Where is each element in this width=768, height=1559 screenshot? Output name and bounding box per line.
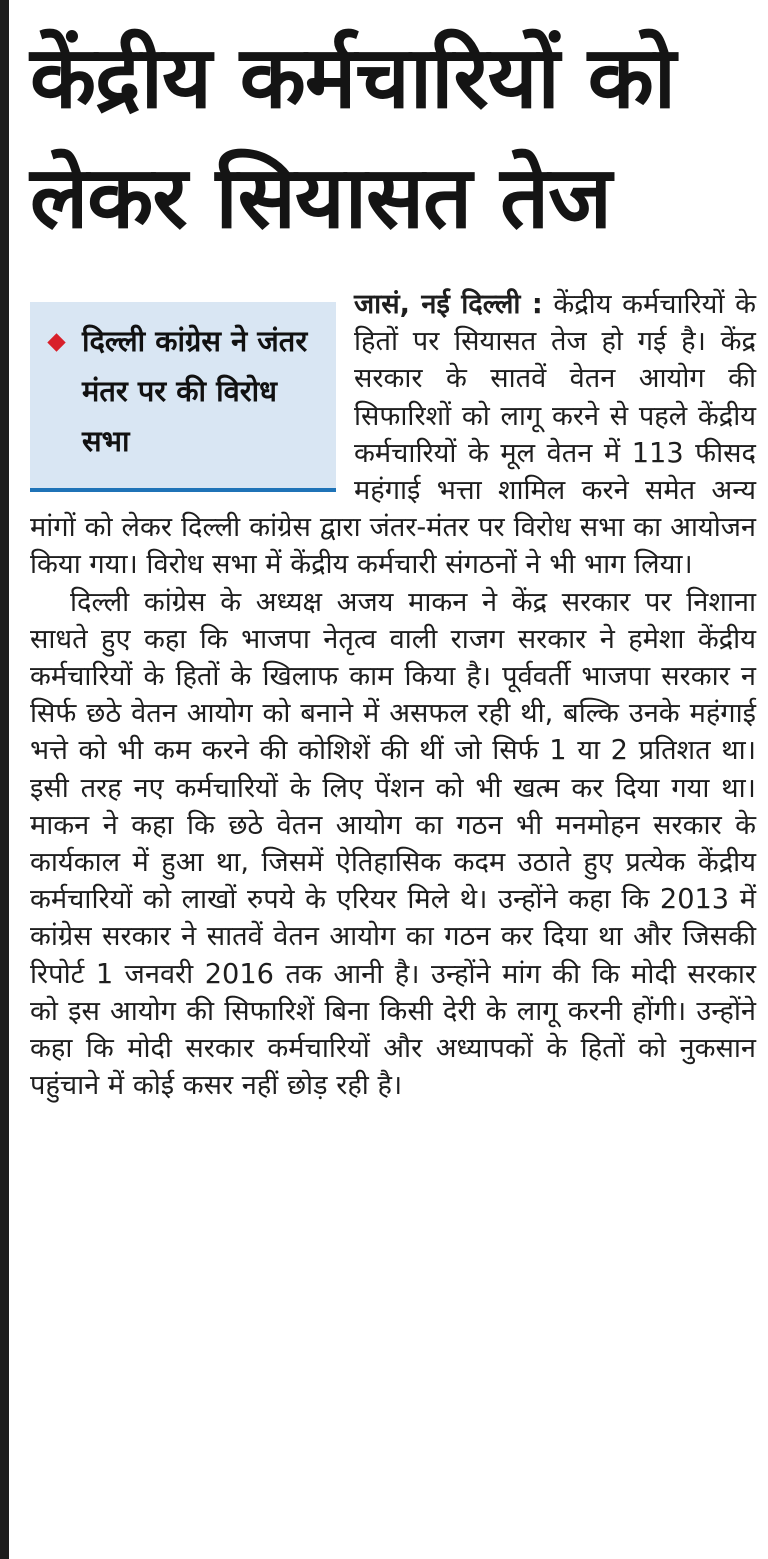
headline-line-2: लेकर सियासत तेज	[30, 148, 611, 248]
news-article	[30, 0, 756, 1104]
left-column-rule	[0, 0, 9, 1559]
paragraph-2: दिल्ली कांग्रेस के अध्यक्ष अजय माकन ने केंद्र सरकार पर निशाना साधते हुए कहा कि भाजपा नेतृत्व वाली राजग सरकार ने हमेशा केंद्रीय कर्मचारियों के हितों के खिलाफ काम किया है। पूर्ववर्ती भाजपा सरकार न सिर्फ छठे वेतन आयोग को बनाने में असफल रही थी, बल्कि उनके महंगाई भत्ते को भी कम करने की कोशिशें की थीं जो सिर्फ 1 या 2 प्रतिशत था। इसी तरह नए कर्मचारियों के लिए पेंशन को भी खत्म कर दिया गया था। माकन ने कहा कि छठे वेतन आयोग का गठन भी मनमोहन सरकार के कार्यकाल में हुआ था, जिसमें ऐतिहासिक कदम उठाते हुए प्रत्येक केंद्रीय कर्मचारियों को लाखों रुपये के एरियर मिले थे। उन्होंने कहा कि 2013 में कांग्रेस सरकार ने सातवें वेतन आयोग का गठन कर दिया था और जिसकी रिपोर्ट 1 जनवरी 2016 तक आनी है। उन्होंने मांग की कि मोदी सरकार को इस आयोग की सिफारिशें बिना किसी देरी के लागू करनी होंगी। उन्होंने कहा कि मोदी सरकार कर्मचारियों और अध्यापकों के हितों को नुकसान पहुंचाने में कोई कसर नहीं छोड़ रही है।	[30, 586, 756, 1102]
diamond-bullet-icon	[47, 333, 65, 351]
article-body	[30, 286, 756, 1104]
headline-line-1: केंद्रीय कर्मचारियों को	[30, 28, 676, 128]
pullquote-box	[30, 302, 336, 492]
dateline: जासं, नई दिल्ली :	[354, 289, 543, 320]
lead-text: केंद्रीय कर्मचारियों के हितों पर सियासत तेज हो गई है। केंद्र सरकार के सातवें वेतन आयोग की सिफारिशों को लागू करने से पहले केंद्रीय कर्मचारियों के मूल वेतन में 113 फीसद महंगाई भत्ता शामिल करने समेत अन्य मांगों को लेकर दिल्ली कांग्रेस द्वारा जंतर-मंतर पर विरोध सभा का आयोजन किया गया। विरोध सभा में केंद्रीय कर्मचारी संगठनों ने भी भाग लिया।	[30, 289, 756, 581]
pullquote-text: दिल्ली कांग्रेस ने जंतर मंतर पर की विरोध सभा	[82, 324, 308, 458]
headline	[30, 18, 756, 258]
